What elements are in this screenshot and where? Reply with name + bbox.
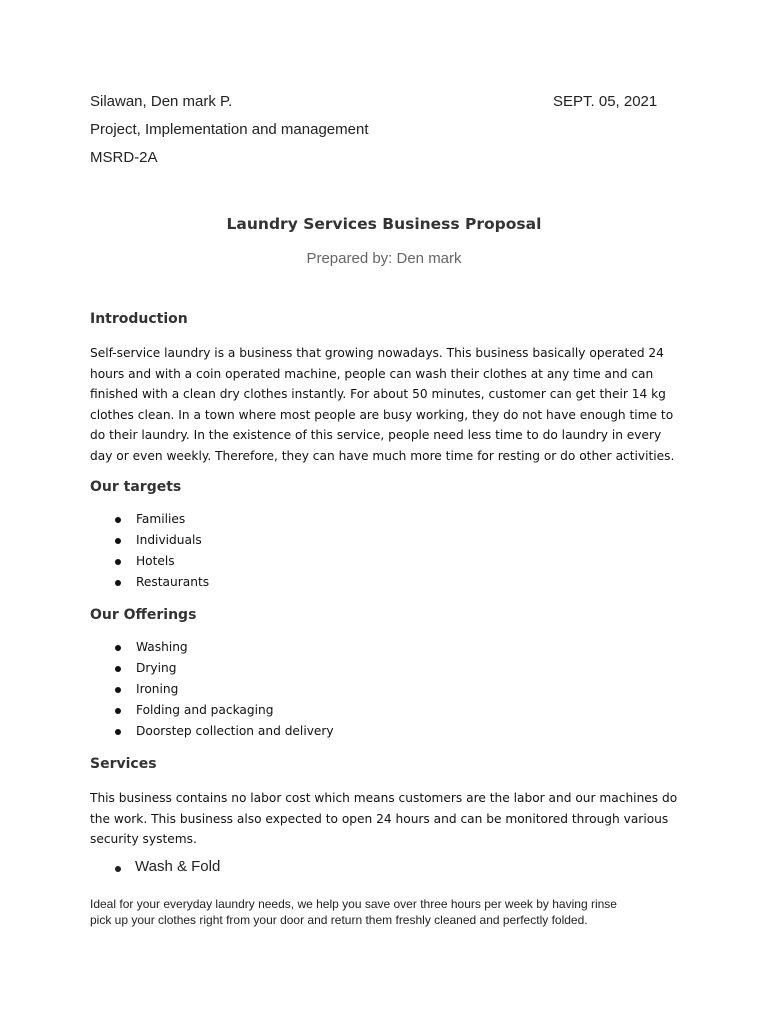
targets-heading: Our targets — [90, 479, 182, 495]
bullet-icon — [115, 580, 121, 586]
paragraph-line: finished with a clean dry clothes instantly. For about 50 minutes, customer can get their 14 kg — [90, 387, 666, 401]
list-item-label: Families — [136, 512, 186, 526]
list-item — [90, 700, 334, 721]
paragraph-line: hours and with a coin operated machine, people can wash their clothes at any time and can — [90, 366, 654, 381]
paragraph-line: clothes clean. In a town where most people are busy working, they do not have enough time to — [90, 407, 674, 422]
list-item — [90, 721, 334, 742]
wash-fold-label: Wash & Fold — [135, 858, 221, 875]
introduction-heading: Introduction — [90, 311, 188, 327]
services-paragraph — [90, 788, 690, 850]
offerings-list — [90, 637, 334, 742]
bullet-icon — [115, 729, 121, 735]
list-item — [90, 509, 209, 530]
paragraph-line: pick up your clothes right from your door and return them freshly cleaned and perfectly folded. — [90, 912, 588, 927]
bullet-icon — [115, 538, 121, 544]
bullet-icon — [115, 559, 121, 565]
document-date: SEPT. 05, 2021 — [553, 93, 658, 110]
targets-list — [90, 509, 209, 593]
list-item-label: Drying — [136, 661, 177, 675]
list-item — [90, 572, 209, 593]
bullet-icon — [115, 666, 121, 672]
list-item-label: Washing — [136, 640, 188, 654]
wash-fold-description — [90, 897, 690, 928]
services-heading: Services — [90, 756, 157, 772]
paragraph-line: do their laundry. In the existence of this service, people need less time to do laundry in every — [90, 428, 662, 442]
bullet-icon — [115, 645, 121, 651]
paragraph-line: Self-service laundry is a business that growing nowadays. This business basically operated 24 — [90, 346, 664, 360]
paragraph-line: the work. This business also expected to open 24 hours and can be monitored through various — [90, 811, 669, 826]
paragraph-line: This business contains no labor cost which means customers are the labor and our machines do — [90, 791, 678, 805]
author-name: Silawan, Den mark P. — [90, 93, 233, 110]
list-item — [90, 637, 334, 658]
document-title: Laundry Services Business Proposal — [226, 215, 542, 233]
list-item-label: Hotels — [136, 554, 175, 568]
list-item-label: Ironing — [136, 682, 179, 696]
list-item-label: Folding and packaging — [136, 703, 274, 717]
bullet-icon — [115, 517, 121, 523]
offerings-heading: Our Offerings — [90, 607, 197, 623]
bullet-icon — [115, 687, 121, 693]
list-item — [90, 551, 209, 572]
list-item — [90, 679, 334, 700]
paragraph-line: Ideal for your everyday laundry needs, we help you save over three hours per week by having rinse — [90, 897, 617, 911]
course-name: Project, Implementation and management — [90, 121, 369, 138]
paragraph-line: security systems. — [90, 832, 197, 846]
list-item-label: Restaurants — [136, 575, 210, 589]
list-item — [90, 658, 334, 679]
paragraph-line: day or even weekly. Therefore, they can have much more time for resting or do other activities. — [90, 448, 675, 463]
bullet-icon — [115, 866, 121, 872]
prepared-by: Prepared by: Den mark — [306, 250, 462, 267]
bullet-icon — [115, 708, 121, 714]
list-item-label: Individuals — [136, 533, 202, 547]
section-code: MSRD-2A — [90, 149, 158, 166]
introduction-paragraph — [90, 343, 690, 466]
list-item-label: Doorstep collection and delivery — [136, 724, 334, 738]
list-item — [90, 530, 209, 551]
